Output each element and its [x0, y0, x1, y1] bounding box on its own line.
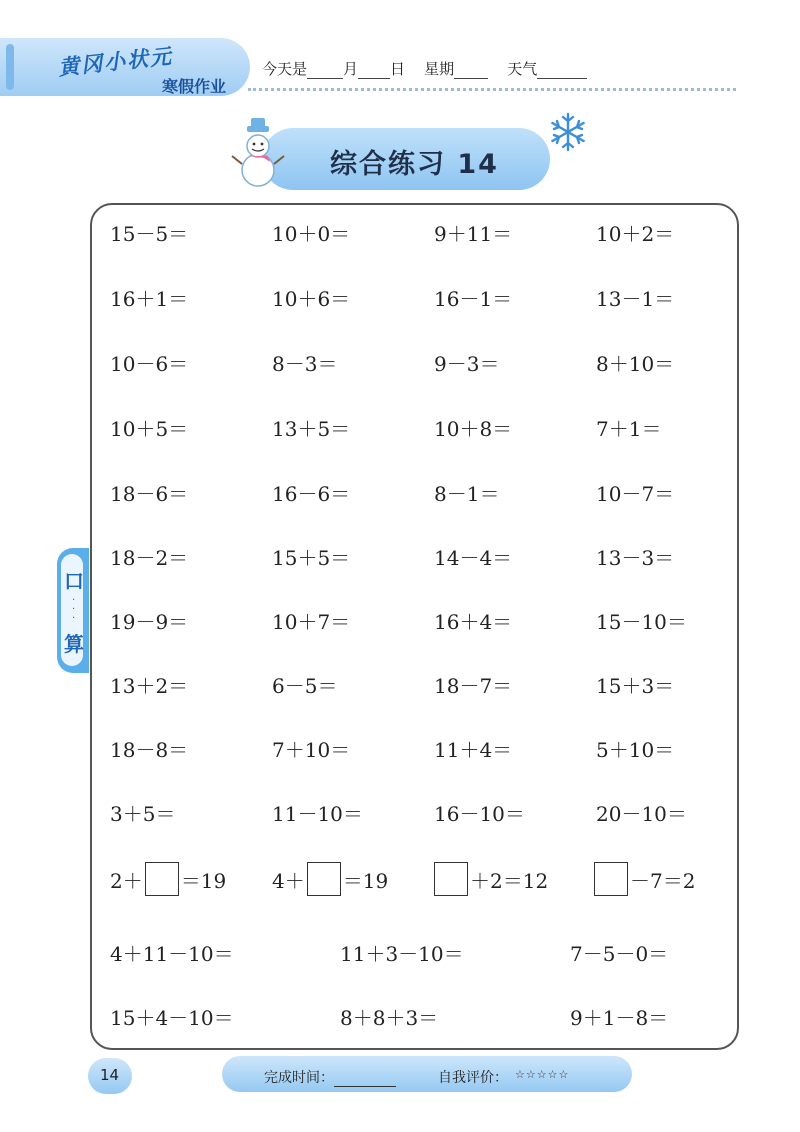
fill-in-problem [272, 862, 388, 896]
math-problem: 8－3＝ [272, 352, 338, 376]
math-problem: 18－8＝ [110, 738, 189, 762]
snowflake-icon [548, 112, 588, 152]
math-problem: 10＋2＝ [596, 222, 675, 246]
month-label: 月 [343, 60, 359, 78]
page-title: 综合练习 14 [330, 149, 499, 180]
math-problem: 9－3＝ [434, 352, 500, 376]
fill-in-after: －7＝2 [630, 868, 696, 893]
math-problem: 18－6＝ [110, 482, 189, 506]
section-tab-dots: · · · [72, 595, 76, 624]
math-problem: 15－5＝ [110, 222, 189, 246]
answer-box[interactable] [307, 862, 341, 896]
date-weather-line [262, 58, 587, 79]
math-problem: 9＋11＝ [434, 222, 513, 246]
self-evaluation-stars[interactable]: ☆☆☆☆☆ [515, 1068, 570, 1081]
fill-in-before: 4＋ [272, 868, 305, 893]
weather-blank[interactable] [537, 62, 587, 79]
math-problem: 10＋8＝ [434, 417, 513, 441]
math-problem: 9＋1－8＝ [570, 1006, 669, 1030]
completion-time [264, 1067, 396, 1087]
math-problem: 15＋4－10＝ [110, 1006, 234, 1030]
answer-box[interactable] [594, 862, 628, 896]
weather-label: 天气 [507, 60, 538, 78]
fill-in-after: ＝19 [180, 868, 227, 893]
math-problem: 20－10＝ [596, 802, 687, 826]
math-problem: 13＋2＝ [110, 674, 189, 698]
section-tab-char-2: 算 [64, 632, 84, 656]
answer-box[interactable] [145, 862, 179, 896]
completion-time-blank[interactable] [334, 1074, 396, 1087]
fill-in-problem [110, 862, 226, 896]
brand-subtitle: 寒假作业 [162, 77, 227, 96]
page-number: 14 [100, 1066, 120, 1084]
math-problem: 16＋4＝ [434, 610, 513, 634]
brand-logo: 黄冈小状元 [57, 44, 175, 80]
math-problem: 13－1＝ [596, 287, 675, 311]
math-problem: 11－10＝ [272, 802, 363, 826]
math-problem: 7＋10＝ [272, 738, 351, 762]
math-problem: 18－7＝ [434, 674, 513, 698]
math-problem: 10＋6＝ [272, 287, 351, 311]
math-problem: 10＋5＝ [110, 417, 189, 441]
self-evaluation-label: 自我评价： [438, 1070, 508, 1086]
math-problem: 13＋5＝ [272, 417, 351, 441]
fill-in-problem [592, 862, 695, 896]
math-problem: 11＋4＝ [434, 738, 513, 762]
math-problem: 4＋11－10＝ [110, 942, 234, 966]
date-prefix: 今天是 [262, 60, 308, 78]
math-problem: 8－1＝ [434, 482, 500, 506]
math-problem: 19－9＝ [110, 610, 189, 634]
math-problem: 16＋1＝ [110, 287, 189, 311]
math-problem: 8＋10＝ [596, 352, 675, 376]
math-problem: 6－5＝ [272, 674, 338, 698]
completion-time-label: 完成时间： [264, 1070, 334, 1086]
math-problem: 16－6＝ [272, 482, 351, 506]
header-divider [248, 88, 736, 91]
month-blank[interactable] [307, 62, 343, 79]
math-problem: 7－5－0＝ [570, 942, 669, 966]
snowman-icon [230, 118, 286, 188]
weekday-label: 星期 [424, 60, 455, 78]
math-problem: 10＋7＝ [272, 610, 351, 634]
math-problem: 16－1＝ [434, 287, 513, 311]
math-problem: 10－6＝ [110, 352, 189, 376]
math-problem: 15－10＝ [596, 610, 687, 634]
math-problem: 15＋3＝ [596, 674, 675, 698]
day-label: 日 [390, 60, 406, 78]
math-problem: 11＋3－10＝ [340, 942, 464, 966]
math-problem: 8＋8＋3＝ [340, 1006, 439, 1030]
fill-in-after: ＋2＝12 [470, 868, 549, 893]
fill-in-problem [432, 862, 548, 896]
math-problem: 14－4＝ [434, 546, 513, 570]
math-problem: 5＋10＝ [596, 738, 675, 762]
math-problem: 18－2＝ [110, 546, 189, 570]
math-problem: 15＋5＝ [272, 546, 351, 570]
math-problem: 7＋1＝ [596, 417, 662, 441]
math-problem: 10－7＝ [596, 482, 675, 506]
fill-in-before: 2＋ [110, 868, 143, 893]
day-blank[interactable] [358, 62, 390, 79]
section-tab-char-1: 口 [64, 569, 84, 593]
math-problem: 13－3＝ [596, 546, 675, 570]
answer-box[interactable] [434, 862, 468, 896]
math-problem: 10＋0＝ [272, 222, 351, 246]
math-problem: 16－10＝ [434, 802, 525, 826]
weekday-blank[interactable] [454, 62, 488, 79]
fill-in-after: ＝19 [342, 868, 389, 893]
math-problem: 3＋5＝ [110, 802, 176, 826]
